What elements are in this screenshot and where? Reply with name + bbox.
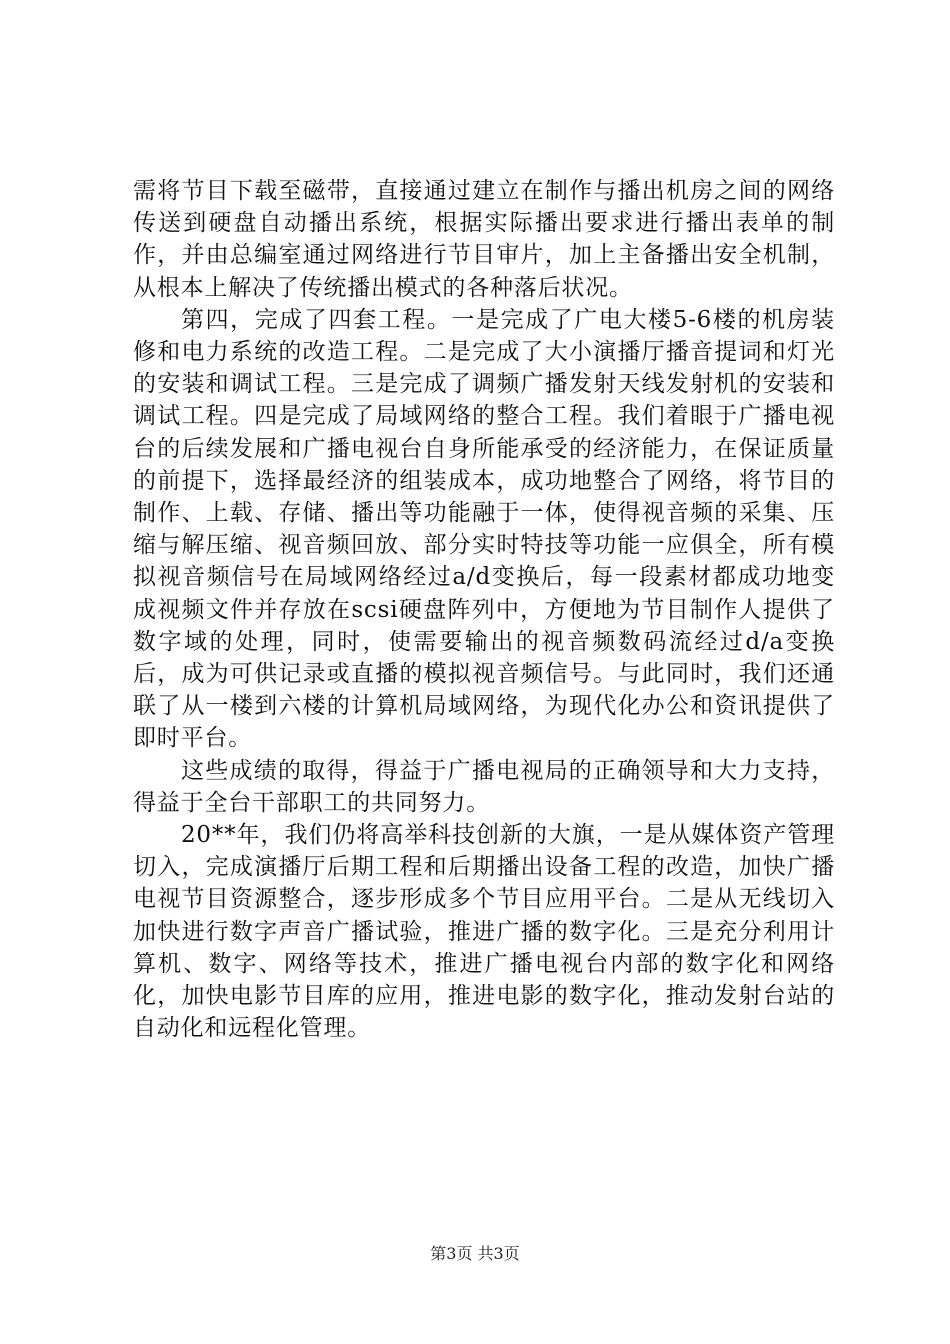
paragraph-1: 需将节目下载至磁带，直接通过建立在制作与播出机房之间的网络传送到硬盘自动播出系统，根据实际播出要求进行播出表单的制作，并由总编室通过网络进行节目审片，加上主备播出安全机制，从根本上解决了传统播出模式的各种落后状况。 xyxy=(133,178,835,301)
paragraph-4: 20**年，我们仍将高举科技创新的大旗，一是从媒体资产管理切入，完成演播厅后期工程和后期播出设备工程的改造，加快广播电视节目资源整合，逐步形成多个节目应用平台。二是从无线切入加快进行数字声音广播试验，推进广播的数字化。三是充分利用计算机、数字、网络等技术，推进广播电视台内部的数字化和网络化，加快电影节目库的应用，推进电影的数字化，推动发射台站的自动化和远程化管理。 xyxy=(133,822,835,1042)
document-body xyxy=(133,175,835,1044)
paragraph-2: 第四，完成了四套工程。一是完成了广电大楼5-6楼的机房装修和电力系统的改造工程。二是完成了大小演播厅播音提词和灯光的安装和调试工程。三是完成了调频广播发射天线发射机的安装和调试工程。四是完成了局域网络的整合工程。我们着眼于广播电视台的后续发展和广播电视台自身所能承受的经济能力，在保证质量的前提下，选择最经济的组装成本，成功地整合了网络，将节目的制作、上载、存储、播出等功能融于一体，使得视音频的采集、压缩与解压缩、视音频回放、部分实时特技等功能一应俱全，所有模拟视音频信号在局域网络经过a/d变换后，每一段素材都成功地变成视频文件并存放在scsi硬盘阵列中，方便地为节目制作人提供了数字域的处理，同时，使需要输出的视音频数码流经过d/a变换后，成为可供记录或直播的模拟视音频信号。与此同时，我们还通联了从一楼到六楼的计算机局域网络，为现代化办公和资讯提供了即时平台。 xyxy=(133,306,835,752)
page-number-footer: 第3页 共3页 xyxy=(430,1244,520,1263)
paragraph-3: 这些成绩的取得，得益于广播电视局的正确领导和大力支持，得益于全台干部职工的共同努力。 xyxy=(133,757,835,816)
